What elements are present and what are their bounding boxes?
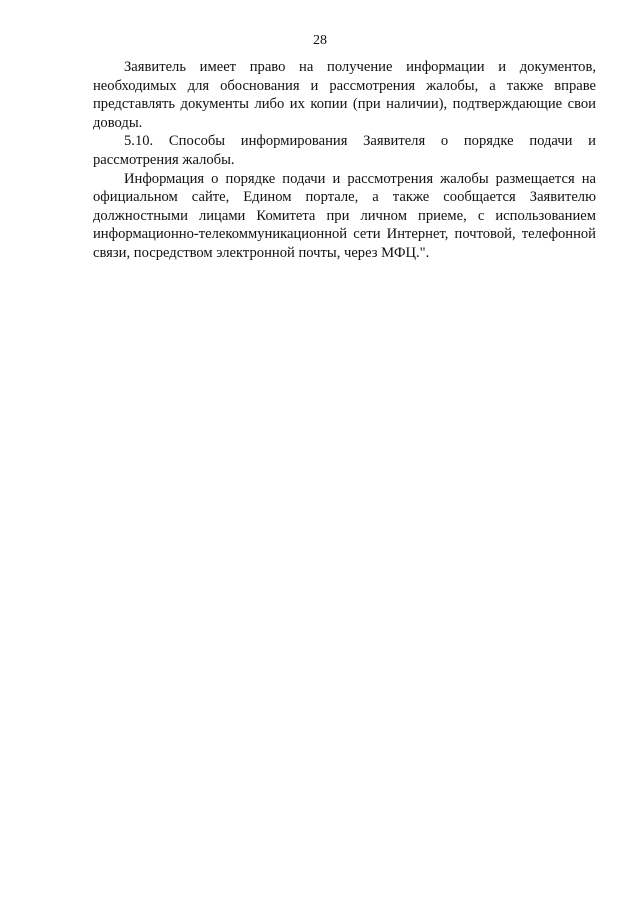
paragraph-information-methods: Информация о порядке подачи и рассмотрения жалобы размещается на официальном сайте, Едином портале, а также сообщается Заявителю должностными лицами Комитета при личном приеме, с использованием информационно-телекоммуникационной сети Интернет, почтовой, телефонной связи, посредством электронной почты, через МФЦ.".: [93, 170, 596, 261]
page-number: 28: [313, 33, 327, 48]
document-body: [93, 58, 596, 263]
paragraph-applicant-rights: Заявитель имеет право на получение информации и документов, необходимых для обоснования и рассмотрения жалобы, а также вправе представлять документы либо их копии (при наличии), подтверждающие свои доводы.: [93, 59, 596, 131]
paragraph-section-5-10-heading: 5.10. Способы информирования Заявителя о порядке подачи и рассмотрения жалобы.: [93, 133, 596, 168]
